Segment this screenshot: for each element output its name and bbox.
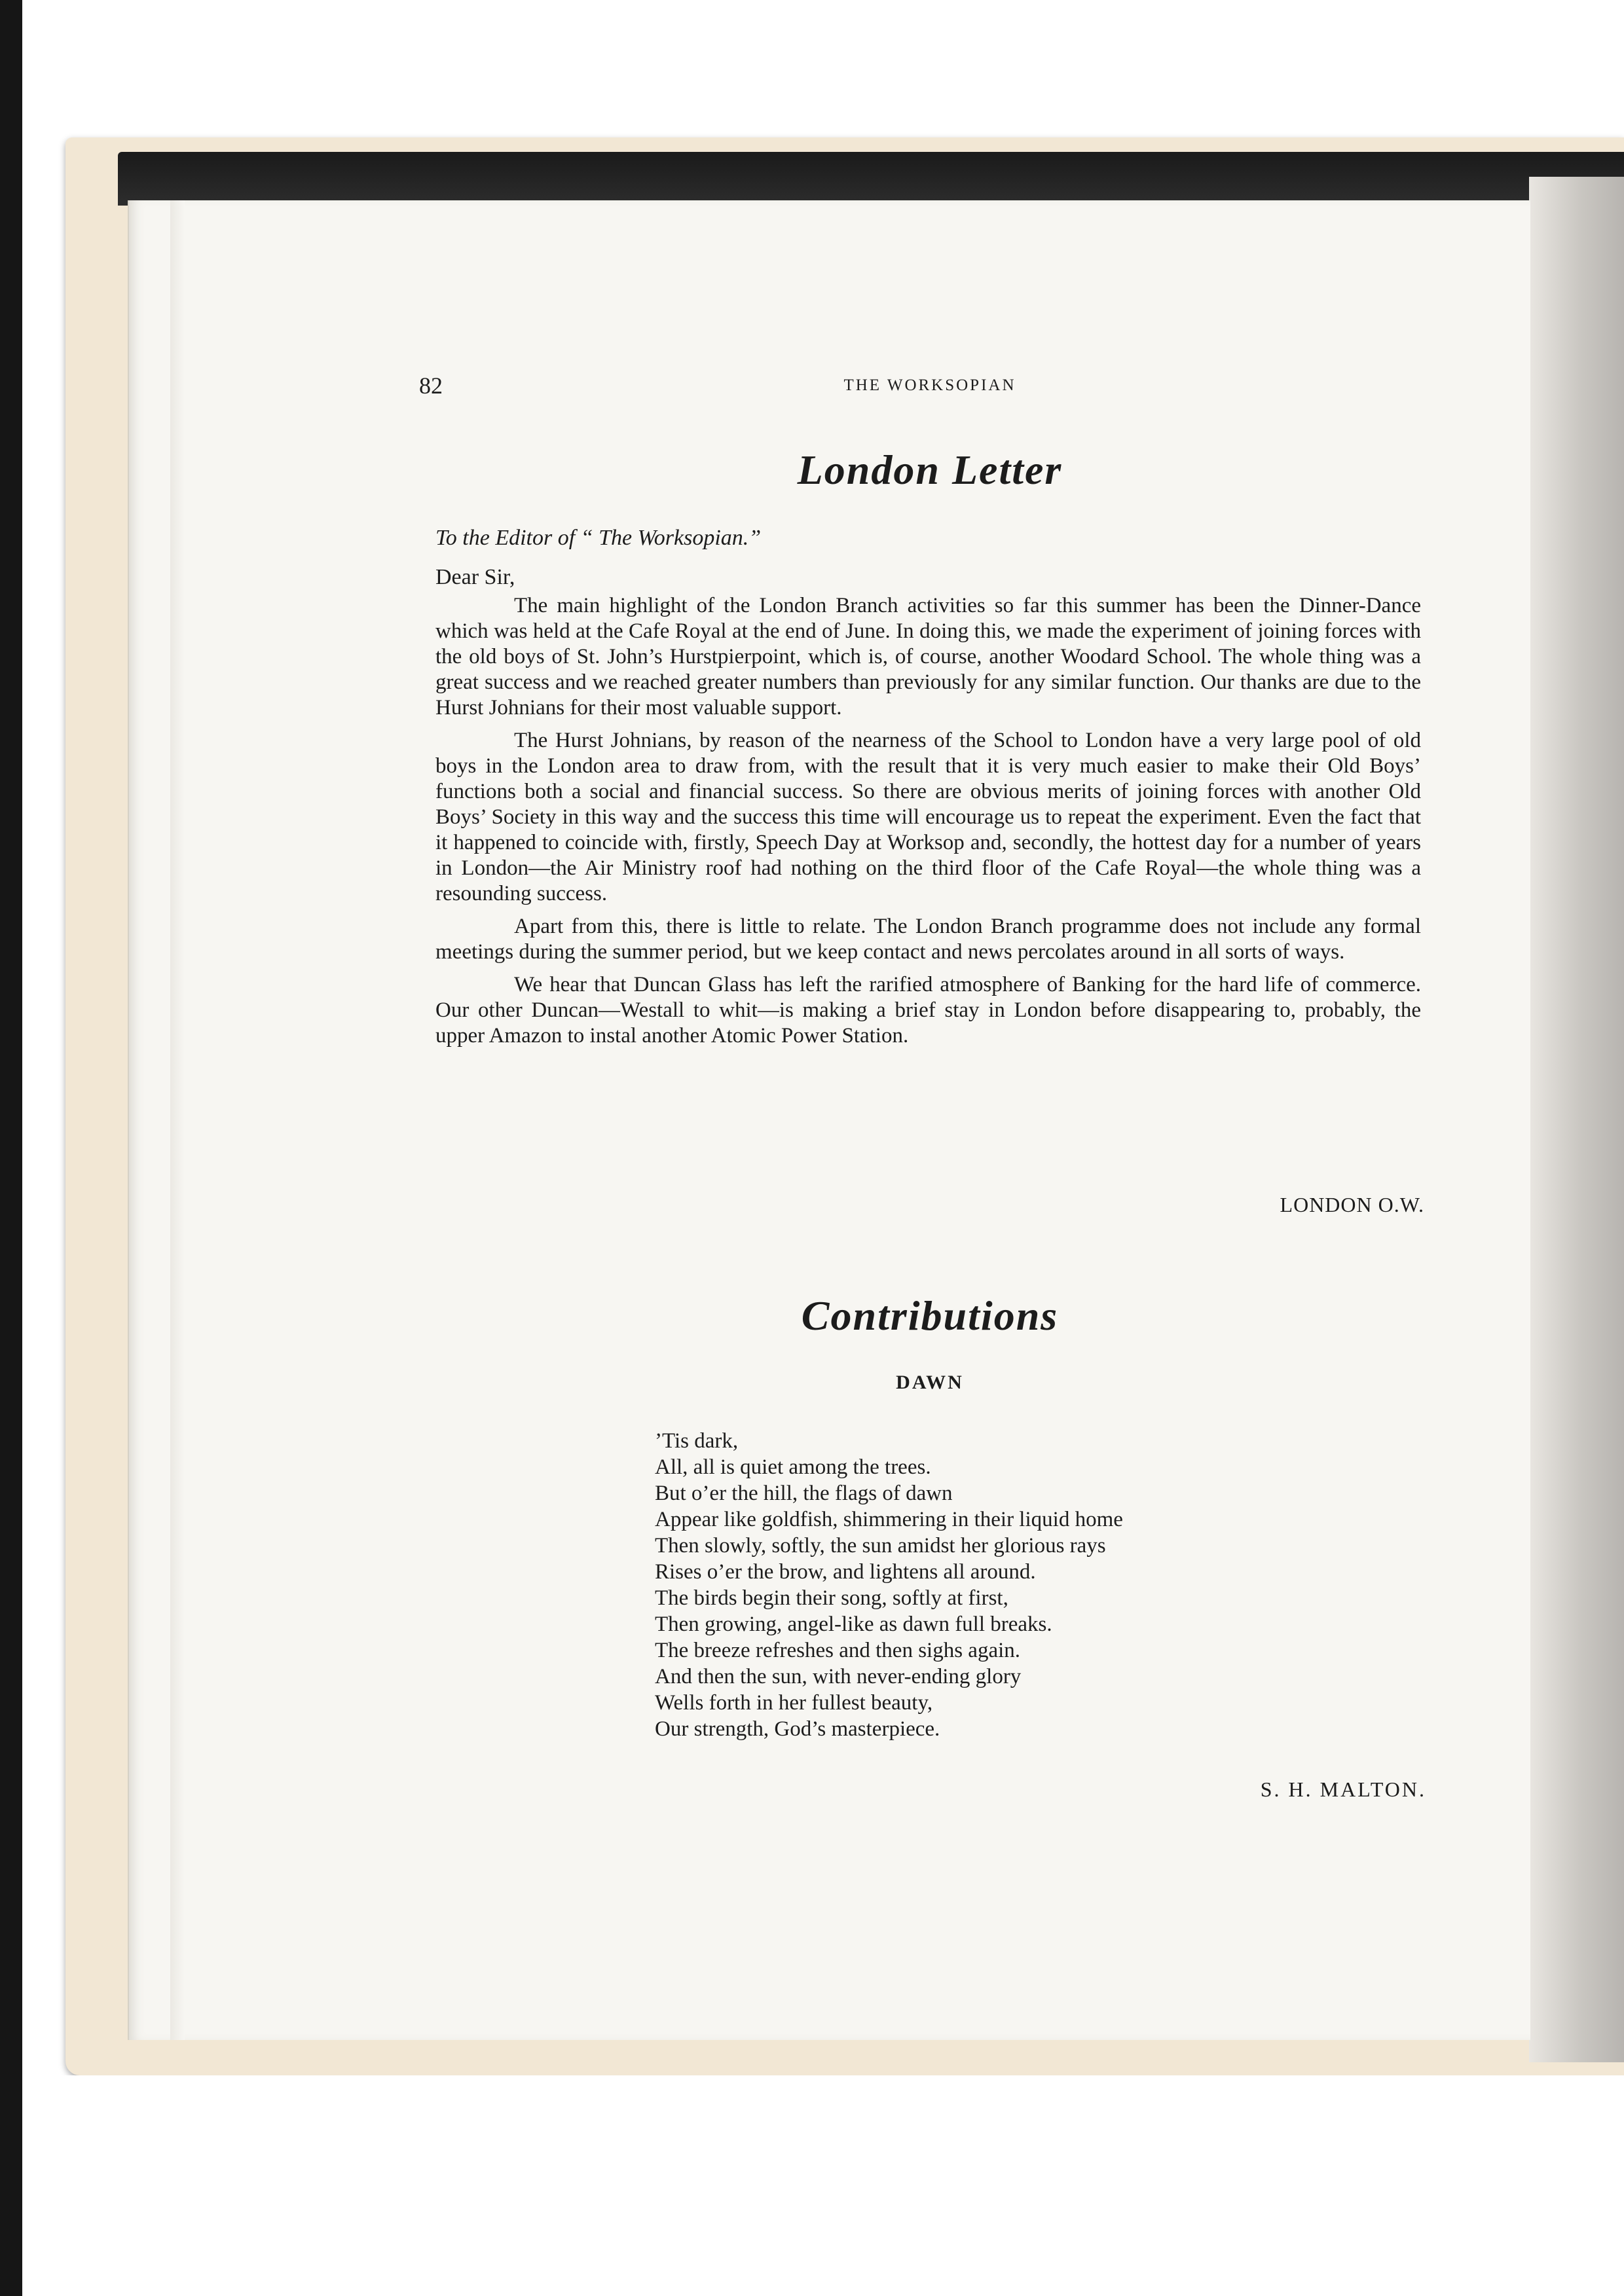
poem-line: Appear like goldfish, shimmering in their liquid home — [655, 1508, 1123, 1531]
poem-line: Rises o’er the brow, and lightens all around. — [655, 1560, 1036, 1584]
page-fore-edge — [1529, 177, 1624, 2062]
london-letter-title: London Letter — [797, 446, 1063, 493]
poem-line: And then the sun, with never-ending glory — [655, 1665, 1022, 1688]
poem-line: All, all is quiet among the trees. — [655, 1455, 931, 1479]
poem-line: Wells forth in her fullest beauty, — [655, 1691, 933, 1715]
binding-shadow — [118, 152, 1624, 206]
letter-paragraph: The main highlight of the London Branch activities so far this summer has been the Dinner-Dance which was held at the Cafe Royal at the end of June. In doing this, we made the experiment of joining forces with the old boys of St. John’s Hurstpierpoint, which is, of course, another Woodard School. The whole thing was a great success and we reached greater numbers than previously for any similar function. Our thanks are due to the Hurst Johnians for their most valuable support. — [435, 594, 1421, 720]
page-number: 82 — [419, 373, 443, 399]
letter-addressee: To the Editor of “ The Worksopian.” — [435, 526, 762, 550]
poem-line: The birds begin their song, softly at first, — [655, 1586, 1008, 1610]
poem-title: DAWN — [896, 1372, 964, 1393]
poem-line: But o’er the hill, the flags of dawn — [655, 1482, 953, 1505]
letter-paragraph: We hear that Duncan Glass has left the rarified atmosphere of Banking for the hard life of commerce. Our other Duncan—Westall to whit—is making a brief stay in London before disappearing to, probably, the upper Amazon to instal another Atomic Power Station. — [435, 973, 1421, 1048]
page-gutter — [170, 200, 185, 2040]
running-head — [419, 371, 1441, 401]
poem-author: S. H. MALTON. — [1260, 1777, 1426, 1801]
scanner-left-edge — [0, 0, 22, 2296]
contributions-title: Contributions — [801, 1292, 1059, 1339]
letter-signoff: LONDON O.W. — [1280, 1193, 1424, 1216]
poem-line: ’Tis dark, — [655, 1429, 739, 1453]
scan-top-margin — [22, 0, 1624, 137]
poem-line: The breeze refreshes and then sighs again. — [655, 1639, 1021, 1662]
poem-line: Then slowly, softly, the sun amidst her glorious rays — [655, 1534, 1106, 1558]
scan-bottom-margin — [22, 2075, 1624, 2296]
poem-body — [655, 1428, 1310, 1742]
letter-paragraph: The Hurst Johnians, by reason of the nearness of the School to London have a very large pool of old boys in the London area to draw from, with the result that it is very much easier to make their Old Boys’ functions both a social and financial success. So there are obvious merits of joining forces with another Old Boys’ Society in this way and the success this time will encourage us to repeat the experiment. Even the fact that it happened to coincide with, firstly, Speech Day at Worksop and, secondly, the hottest day for a number of years in London—the Air Ministry roof had nothing on the third floor of the Cafe Royal—the whole thing was a resounding success. — [435, 729, 1421, 905]
poem-line: Then growing, angel-like as dawn full breaks. — [655, 1613, 1052, 1636]
letter-body — [435, 593, 1421, 1056]
letter-salutation: Dear Sir, — [435, 565, 515, 589]
poem-line: Our strength, God’s masterpiece. — [655, 1717, 940, 1741]
letter-paragraph: Apart from this, there is little to relate. The London Branch programme does not include any formal meetings during the summer period, but we keep contact and news percolates around in all sorts of ways. — [435, 915, 1421, 964]
journal-title: THE WORKSOPIAN — [843, 376, 1016, 394]
